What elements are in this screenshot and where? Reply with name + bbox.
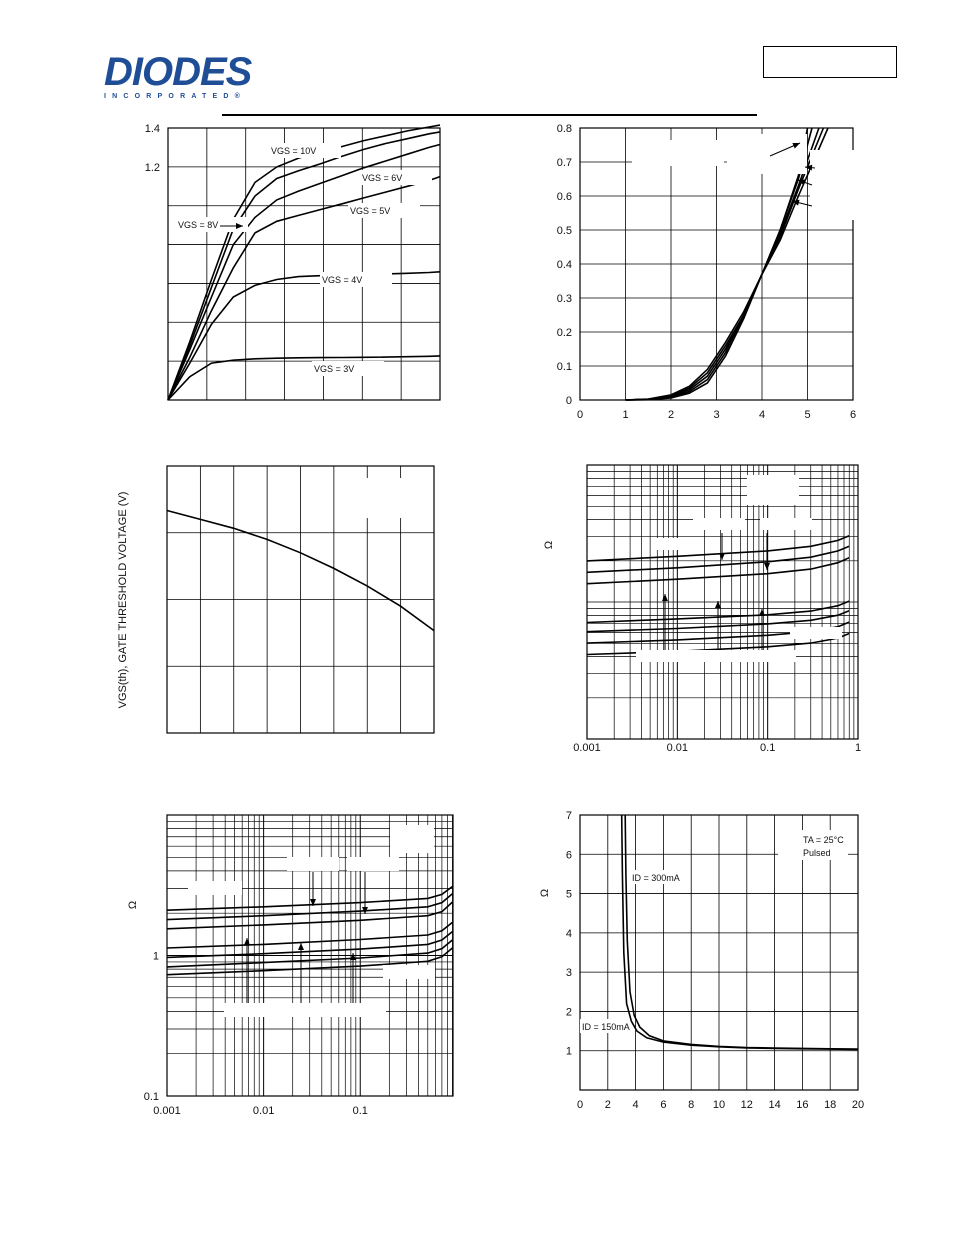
chart-2-xtick-label: 1 bbox=[622, 409, 629, 421]
logo-text: DIODES bbox=[104, 50, 252, 94]
chart-6-annotation-line2: Pulsed bbox=[803, 848, 831, 858]
chart-1-ytick-label: 1.4 bbox=[144, 123, 160, 135]
chart-4-legend-box bbox=[760, 518, 812, 530]
chart-2-xtick-label: 5 bbox=[804, 409, 811, 421]
chart-6-xtick-label: 0 bbox=[576, 1099, 584, 1111]
registered-mark: ® bbox=[234, 93, 247, 100]
chart-1-series-label: VGS = 3V bbox=[314, 364, 355, 374]
chart-6-ytick-label: 2 bbox=[565, 1006, 572, 1019]
chart-6-series-label: ID = 150mA bbox=[582, 1022, 630, 1032]
chart-5-arrow-head bbox=[298, 943, 304, 950]
chart-4-arrow-head bbox=[764, 563, 770, 570]
chart-6-ytick-label: 4 bbox=[565, 927, 572, 940]
chart-1-series-6 bbox=[168, 356, 440, 400]
chart-2-xtick-label: 6 bbox=[849, 409, 857, 421]
chart-5-xtick-label: 0.1 bbox=[352, 1105, 368, 1117]
chart-5-legend-box bbox=[383, 965, 435, 979]
chart-1-series-label: VGS = 5V bbox=[350, 206, 391, 216]
chart-1-series-label: VGS = 10V bbox=[271, 146, 317, 156]
chart-3-ylabel: VGS(th), GATE THRESHOLD VOLTAGE (V) bbox=[117, 491, 129, 709]
chart-6-xtick-label: 6 bbox=[660, 1099, 667, 1111]
chart-4-arrow-head bbox=[719, 553, 725, 560]
chart-2-ytick-label: 0.8 bbox=[556, 123, 572, 135]
chart-2-ytick-label: 0.7 bbox=[556, 157, 572, 169]
chart-4-xtick-label: 1 bbox=[854, 742, 862, 754]
chart-6-xtick-label: 16 bbox=[796, 1099, 809, 1111]
chart-2-ytick-label: 0.4 bbox=[556, 259, 572, 271]
chart-1-series-1 bbox=[168, 125, 440, 400]
chart-4-xtick-label: 0.1 bbox=[760, 742, 776, 754]
chart-6-ytick-label: 7 bbox=[565, 810, 572, 822]
chart-1-series-label: VGS = 6V bbox=[362, 173, 403, 183]
chart-2-legend-box bbox=[810, 150, 854, 220]
chart-2-xtick-label: 0 bbox=[576, 409, 584, 421]
chart-1-series-label: VGS = 8V bbox=[178, 220, 219, 230]
chart-5-xtick-label: 0.001 bbox=[153, 1105, 181, 1117]
chart-4-legend-box bbox=[636, 650, 796, 662]
chart-5-ylabel: Ω bbox=[127, 900, 139, 910]
chart-6-ytick-label: 5 bbox=[565, 888, 572, 901]
chart-6-annotation-line1: TA = 25°C bbox=[803, 835, 844, 845]
chart-5-ytick-label: 1 bbox=[152, 950, 159, 963]
chart-2-ytick-label: 0.2 bbox=[556, 327, 572, 339]
chart-2-ytick-label: 0.5 bbox=[556, 225, 572, 237]
chart-6-series-label: ID = 300mA bbox=[632, 873, 680, 883]
chart-2-ytick-label: 0.3 bbox=[556, 293, 572, 305]
chart-5-legend-box bbox=[188, 881, 242, 895]
chart-6-xtick-label: 14 bbox=[768, 1099, 781, 1111]
chart-5-legend-box bbox=[287, 857, 339, 871]
chart-4-legend-box bbox=[790, 627, 842, 639]
chart-4-grid bbox=[587, 465, 858, 739]
chart-1-ytick-label: 1.2 bbox=[144, 162, 160, 174]
chart-2-xtick-label: 3 bbox=[713, 409, 720, 421]
chart-6-ylabel: Ω bbox=[539, 888, 551, 898]
chart-3-legend-box bbox=[336, 478, 428, 518]
chart-2-ytick-label: 0.1 bbox=[556, 361, 572, 373]
chart-5-legend-box bbox=[390, 825, 434, 853]
chart-4-ylabel: Ω bbox=[543, 540, 555, 550]
chart-4-xtick-label: 0.001 bbox=[573, 742, 601, 754]
chart-4-arrow-head bbox=[759, 609, 765, 616]
chart-4-legend-box bbox=[747, 475, 799, 505]
chart-6-ytick-label: 1 bbox=[565, 1045, 572, 1058]
chart-5-xtick-label: 0.01 bbox=[252, 1105, 275, 1117]
chart-5-legend-box bbox=[224, 1003, 386, 1017]
chart-6-xtick-label: 2 bbox=[604, 1099, 611, 1111]
chart-2-legend-box bbox=[632, 140, 724, 166]
chart-6-xtick-label: 4 bbox=[632, 1099, 639, 1111]
chart-6-ytick-label: 3 bbox=[565, 967, 572, 980]
chart-2-ytick-label: 0 bbox=[565, 395, 572, 407]
chart-5-arrow-head bbox=[244, 938, 250, 945]
chart-6-xtick-label: 18 bbox=[824, 1099, 837, 1111]
chart-2-xtick-label: 4 bbox=[758, 409, 766, 421]
chart-2-legend-box bbox=[727, 134, 807, 174]
chart-6-xtick-label: 20 bbox=[851, 1099, 865, 1111]
chart-4-legend-box bbox=[651, 538, 703, 550]
chart-6-xtick-label: 8 bbox=[688, 1099, 695, 1111]
logo-subtext: INCORPORATED bbox=[104, 93, 235, 100]
chart-2-xtick-label: 2 bbox=[667, 409, 675, 421]
chart-6-ytick-label: 6 bbox=[565, 849, 572, 862]
chart-1-series-5 bbox=[168, 272, 440, 400]
chart-5-ytick-label: 0.1 bbox=[143, 1091, 159, 1103]
chart-2-ytick-label: 0.6 bbox=[556, 191, 572, 203]
chart-4-xtick-label: 0.01 bbox=[666, 742, 689, 754]
chart-5-legend-box bbox=[347, 857, 399, 871]
chart-6-xtick-label: 12 bbox=[740, 1099, 753, 1111]
chart-4-arrow-head bbox=[662, 594, 668, 601]
chart-1-series-label: VGS = 4V bbox=[322, 275, 363, 285]
chart-6-xtick-label: 10 bbox=[712, 1099, 726, 1111]
chart-4-legend-box bbox=[693, 518, 745, 530]
